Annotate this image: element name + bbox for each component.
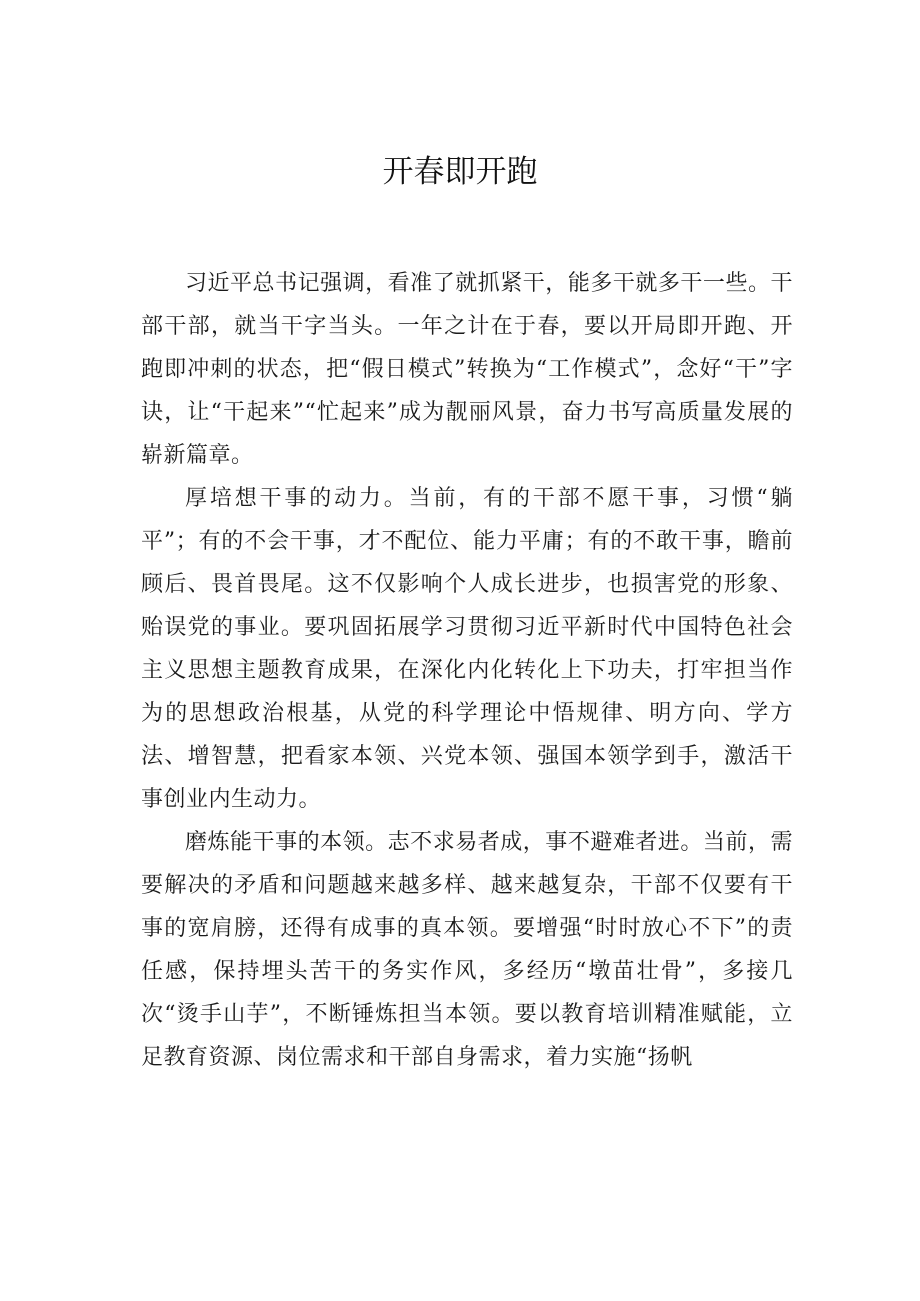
document-title: 开春即开跑 xyxy=(382,154,538,190)
paragraph-ability: 磨炼能干事的本领。志不求易者成，事不避难者进。当前，需要解决的矛盾和问题越来越多样、越来越复杂，干部不仅要有干事的宽肩膀，还得有成事的真本领。要增强“时时放心不下”的责任感，保持埋头苦干的务实作风，多经历“墩苗壮骨”，多接几次“烫手山芋”，不断锤炼担当本领。要以教育培训精准赋能，立足教育资源、岗位需求和干部自身需求，着力实施“扬帆 xyxy=(141,830,793,1070)
paragraph-intro: 习近平总书记强调，看准了就抓紧干，能多干就多干一些。干部干部，就当干字当头。一年之计在于春，要以开局即开跑、开跑即冲刺的状态，把“假日模式”转换为“工作模式”，念好“干”字诀，让“干起来”“忙起来”成为靓丽风景，奋力书写高质量发展的崭新篇章。 xyxy=(141,271,793,468)
paragraph-motivation: 厚培想干事的动力。当前，有的干部不愿干事，习惯“躺平”；有的不会干事，才不配位、能力平庸；有的不敢干事，瞻前顾后、畏首畏尾。这不仅影响个人成长进步，也损害党的形象、贻误党的事业。要巩固拓展学习贯彻习近平新时代中国特色社会主义思想主题教育成果，在深化内化转化上下功夫，打牢担当作为的思想政治根基，从党的科学理论中悟规律、明方向、学方法、增智慧，把看家本领、兴党本领、强国本领学到手，激活干事创业内生动力。 xyxy=(141,486,793,812)
document-body xyxy=(141,262,793,1079)
